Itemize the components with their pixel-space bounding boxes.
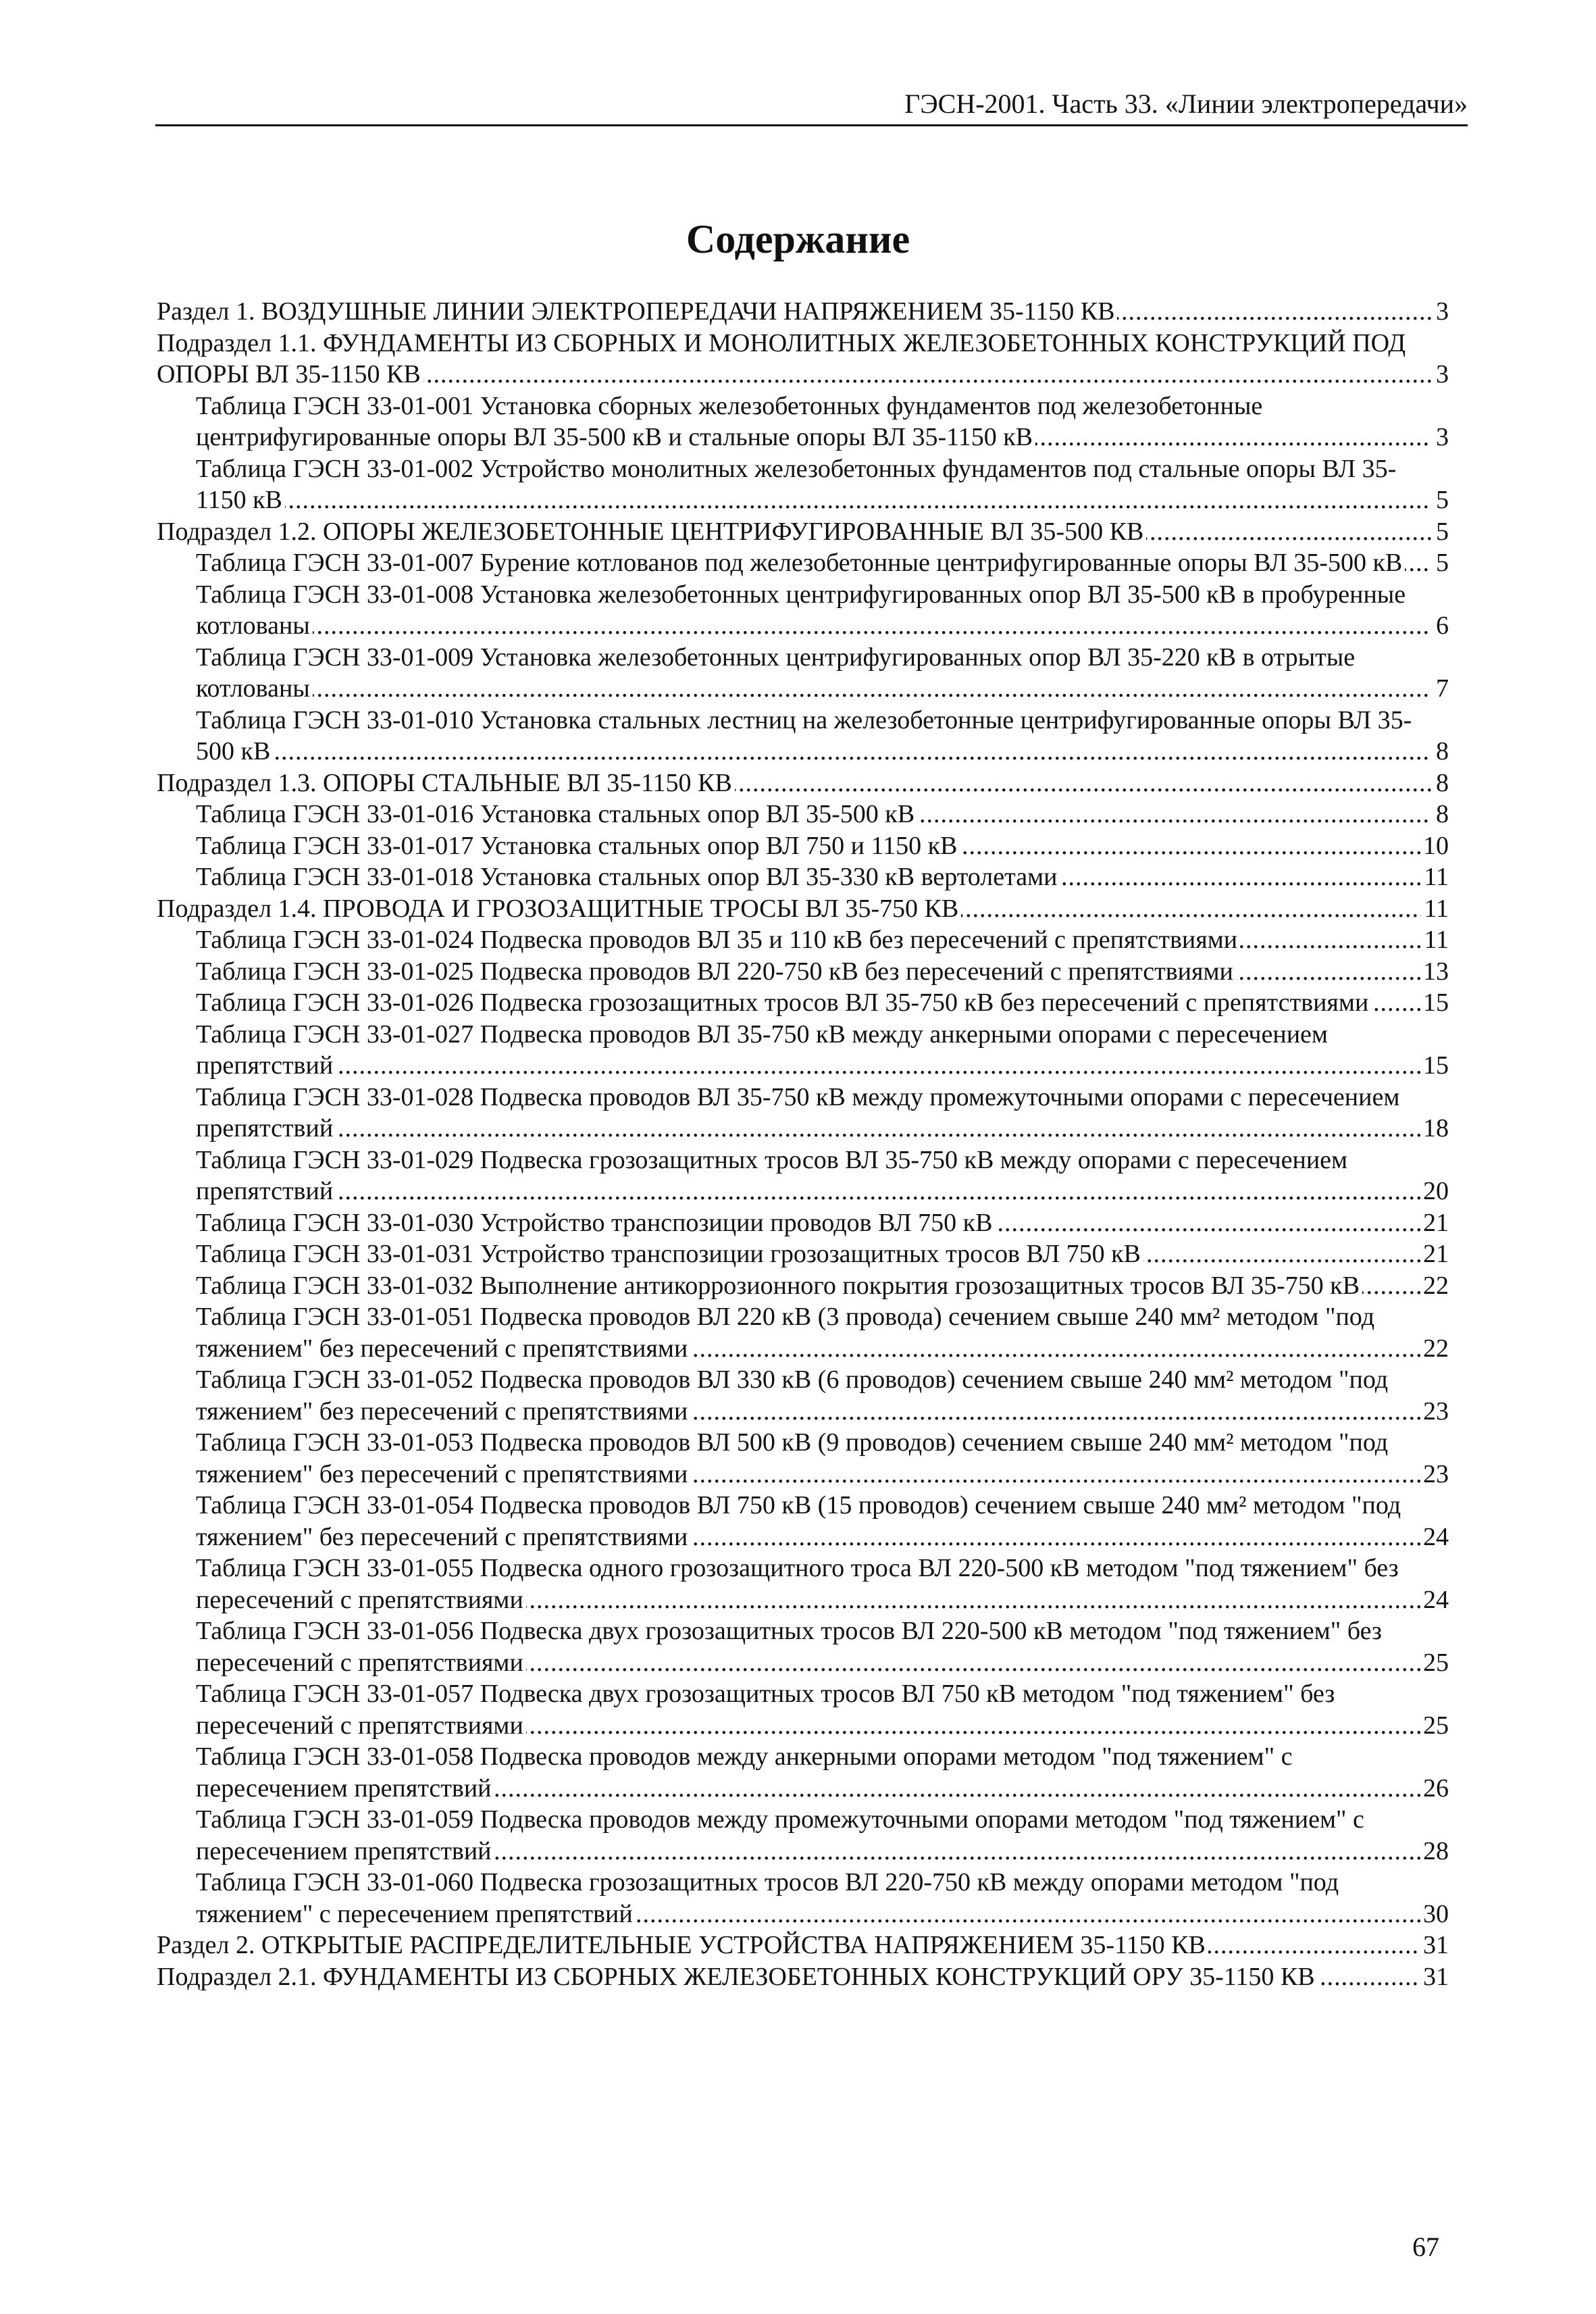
toc-entry-text: Таблица ГЭСН 33-01-016 Установка стальных опор ВЛ 35-500 кВ <box>196 800 917 828</box>
toc-entry-text: Таблица ГЭСН 33-01-030 Устройство транспозиции проводов ВЛ 750 кВ <box>196 1209 995 1237</box>
toc-entry-text: Таблица ГЭСН 33-01-054 Подвеска проводов ВЛ 750 кВ (15 проводов) сечением свыше 240 мм² методом "под тяжением" без пересечений с препятствиями <box>196 1491 1401 1551</box>
toc-entry[interactable] <box>157 987 1449 1019</box>
toc-entry[interactable] <box>157 328 1449 391</box>
toc-entry[interactable] <box>157 1427 1449 1490</box>
toc-entry-page: 5 <box>1436 549 1449 577</box>
toc-entry[interactable] <box>157 1207 1449 1239</box>
toc-entry-text: Таблица ГЭСН 33-01-025 Подвеска проводов ВЛ 220-750 кВ без пересечений с препятствиями <box>196 957 1236 986</box>
toc-entry-text: Подраздел 1.4. ПРОВОДА И ГРОЗОЗАЩИТНЫЕ ТРОСЫ ВЛ 35-750 КВ <box>157 895 961 923</box>
toc-entry[interactable] <box>157 1741 1449 1804</box>
page-title: Содержание <box>686 217 910 261</box>
toc-entry[interactable] <box>157 391 1449 453</box>
toc-entry-text: Таблица ГЭСН 33-01-007 Бурение котлованов под железобетонные центрифугированные опоры ВЛ 35-500 кВ <box>196 549 1405 577</box>
toc-entry-page: 21 <box>1423 1240 1449 1268</box>
toc-entry-text: Раздел 2. ОТКРЫТЫЕ РАСПРЕДЕЛИТЕЛЬНЫЕ УСТРОЙСТВА НАПРЯЖЕНИЕМ 35-1150 КВ <box>157 1931 1208 1959</box>
page-number: 67 <box>1412 2232 1439 2262</box>
toc-entry-page: 22 <box>1423 1271 1449 1300</box>
toc-entry-page: 11 <box>1424 863 1449 891</box>
toc-entry-page: 7 <box>1436 674 1449 703</box>
toc-entry[interactable] <box>157 1238 1449 1270</box>
toc-entry[interactable] <box>157 516 1449 548</box>
toc-entry[interactable] <box>157 579 1449 642</box>
toc-entry[interactable] <box>157 1019 1449 1082</box>
toc-entry[interactable] <box>157 893 1449 925</box>
toc-entry-page: 5 <box>1436 517 1449 546</box>
toc-entry-page: 20 <box>1423 1177 1449 1205</box>
toc-entry-text: Подраздел 2.1. ФУНДАМЕНТЫ ИЗ СБОРНЫХ ЖЕЛЕЗОБЕТОННЫХ КОНСТРУКЦИЙ ОРУ 35-1150 КВ <box>157 1963 1318 1991</box>
toc-entry-page: 18 <box>1423 1114 1449 1142</box>
toc-entry-text: Таблица ГЭСН 33-01-017 Установка стальных опор ВЛ 750 и 1150 кВ <box>196 832 960 860</box>
toc-entry-page: 3 <box>1436 297 1449 326</box>
toc-entry-page: 24 <box>1423 1522 1449 1551</box>
toc-entry-text: Таблица ГЭСН 33-01-032 Выполнение антикоррозионного покрытия грозозащитных тросов ВЛ 35-750 кВ <box>196 1272 1362 1300</box>
toc-entry[interactable] <box>157 453 1449 516</box>
toc-entry-text: Таблица ГЭСН 33-01-002 Устройство монолитных железобетонных фундаментов под стальные опоры ВЛ 35-1150 кВ <box>196 454 1397 514</box>
toc-entry[interactable] <box>157 642 1449 705</box>
toc-entry-page: 8 <box>1436 768 1449 797</box>
toc-entry-page: 25 <box>1423 1648 1449 1677</box>
toc-entry[interactable] <box>157 1553 1449 1615</box>
toc-entry-text: Таблица ГЭСН 33-01-057 Подвеска двух грозозащитных тросов ВЛ 750 кВ методом "под тяжением" без пересечений с препятствиями <box>196 1680 1335 1740</box>
toc-entry-text: Таблица ГЭСН 33-01-051 Подвеска проводов ВЛ 220 кВ (3 провода) сечением свыше 240 мм² методом "под тяжением" без пересечений с препятствиями <box>196 1303 1375 1363</box>
toc-entry-page: 8 <box>1436 737 1449 765</box>
toc-entry[interactable] <box>157 1615 1449 1678</box>
toc-entry-text: Таблица ГЭСН 33-01-029 Подвеска грозозащитных тросов ВЛ 35-750 кВ между опорами с пересечением препятствий <box>196 1145 1348 1205</box>
toc-entry-text: Таблица ГЭСН 33-01-009 Установка железобетонных центрифугированных опор ВЛ 35-220 кВ в отрытые котлованы <box>196 643 1356 703</box>
toc-entry-text: Таблица ГЭСН 33-01-055 Подвеска одного грозозащитного троса ВЛ 220-500 кВ методом "под тяжением" без пересечений с препятствиями <box>196 1554 1399 1614</box>
toc-entry-page: 30 <box>1423 1899 1449 1928</box>
toc-entry[interactable] <box>157 1270 1449 1302</box>
toc-entry-page: 13 <box>1423 957 1449 986</box>
toc-entry-page: 23 <box>1423 1459 1449 1488</box>
running-header: ГЭСН-2001. Часть 33. «Линии электропередачи» <box>155 88 1468 126</box>
toc-entry-text: Таблица ГЭСН 33-01-031 Устройство транспозиции грозозащитных тросов ВЛ 750 кВ <box>196 1240 1143 1268</box>
toc-entry[interactable] <box>157 1961 1449 1993</box>
toc-entry-text: Таблица ГЭСН 33-01-008 Установка железобетонных центрифугированных опор ВЛ 35-500 кВ в пробуренные котлованы <box>196 580 1406 640</box>
toc-entry-text: Таблица ГЭСН 33-01-056 Подвеска двух грозозащитных тросов ВЛ 220-500 кВ методом "под тяжением" без пересечений с препятствиями <box>196 1617 1382 1677</box>
toc-entry-page: 15 <box>1423 1051 1449 1080</box>
toc-entry-text: Раздел 1. ВОЗДУШНЫЕ ЛИНИИ ЭЛЕКТРОПЕРЕДАЧИ НАПРЯЖЕНИЕМ 35-1150 КВ <box>157 297 1117 326</box>
toc-entry[interactable] <box>157 1145 1449 1207</box>
toc-entry[interactable] <box>157 705 1449 768</box>
toc-entry[interactable] <box>157 1930 1449 1961</box>
toc-entry[interactable] <box>157 1867 1449 1930</box>
toc-entry[interactable] <box>157 924 1449 956</box>
toc-entry-page: 11 <box>1424 926 1449 954</box>
toc-entry-page: 3 <box>1436 423 1449 451</box>
toc-entry[interactable] <box>157 1301 1449 1364</box>
toc-entry-text: Таблица ГЭСН 33-01-028 Подвеска проводов ВЛ 35-750 кВ между промежуточными опорами с пересечением препятствий <box>196 1082 1400 1142</box>
toc-entry-text: Таблица ГЭСН 33-01-053 Подвеска проводов ВЛ 500 кВ (9 проводов) сечением свыше 240 мм² методом "под тяжением" без пересечений с препятствиями <box>196 1428 1389 1488</box>
toc-entry-text: Таблица ГЭСН 33-01-026 Подвеска грозозащитных тросов ВЛ 35-750 кВ без пересечений с препятствиями <box>196 988 1371 1017</box>
toc-entry-page: 11 <box>1424 894 1449 923</box>
toc-entry-page: 8 <box>1436 800 1449 828</box>
toc-entry-page: 28 <box>1423 1836 1449 1865</box>
toc-entry[interactable] <box>157 1082 1449 1145</box>
toc-entry-text: Таблица ГЭСН 33-01-052 Подвеска проводов ВЛ 330 кВ (6 проводов) сечением свыше 240 мм² методом "под тяжением" без пересечений с препятствиями <box>196 1365 1389 1426</box>
toc-entry-text: Подраздел 1.2. ОПОРЫ ЖЕЛЕЗОБЕТОННЫЕ ЦЕНТРИФУГИРОВАННЫЕ ВЛ 35-500 КВ <box>157 518 1146 546</box>
toc-entry-page: 10 <box>1423 831 1449 860</box>
toc-entry[interactable] <box>157 296 1449 328</box>
toc-entry-text: Таблица ГЭСН 33-01-058 Подвеска проводов между анкерными опорами методом "под тяжением" с пересечением препятствий <box>196 1742 1293 1803</box>
toc-entry[interactable] <box>157 1364 1449 1427</box>
toc-entry-text: Таблица ГЭСН 33-01-001 Установка сборных железобетонных фундаментов под железобетонные центрифугированные опоры ВЛ 35-500 кВ и стальные опоры ВЛ 35-1150 кВ <box>196 391 1263 451</box>
toc-entry-page: 31 <box>1423 1962 1449 1991</box>
toc-entry-page: 3 <box>1436 360 1449 388</box>
toc-entry-text: Таблица ГЭСН 33-01-027 Подвеска проводов ВЛ 35-750 кВ между анкерными опорами с пересечением препятствий <box>196 1020 1328 1080</box>
toc-entry-text: Таблица ГЭСН 33-01-059 Подвеска проводов между промежуточными опорами методом "под тяжением" с пересечением препятствий <box>196 1805 1364 1865</box>
toc-entry[interactable] <box>157 1804 1449 1867</box>
toc-entry-page: 5 <box>1436 486 1449 514</box>
toc-entry-page: 26 <box>1423 1774 1449 1803</box>
toc-entry[interactable] <box>157 830 1449 862</box>
toc-entry-page: 25 <box>1423 1711 1449 1740</box>
toc-entry-text: Таблица ГЭСН 33-01-018 Установка стальных опор ВЛ 35-330 кВ вертолетами <box>196 863 1060 891</box>
toc-entry-page: 23 <box>1423 1397 1449 1426</box>
toc-entry[interactable] <box>157 547 1449 579</box>
toc-entry[interactable] <box>157 799 1449 830</box>
toc-entry[interactable] <box>157 956 1449 988</box>
toc-entry[interactable] <box>157 1678 1449 1741</box>
toc-entry[interactable] <box>157 768 1449 799</box>
toc-entry[interactable] <box>157 861 1449 893</box>
toc-entry-text: Таблица ГЭСН 33-01-024 Подвеска проводов ВЛ 35 и 110 кВ без пересечений с препятствиями <box>196 926 1240 954</box>
toc-entry-text: Подраздел 1.1. ФУНДАМЕНТЫ ИЗ СБОРНЫХ И МОНОЛИТНЫХ ЖЕЛЕЗОБЕТОННЫХ КОНСТРУКЦИЙ ПОД ОПОРЫ ВЛ 35-1150 КВ <box>157 328 1406 388</box>
toc-entry-text: Подраздел 1.3. ОПОРЫ СТАЛЬНЫЕ ВЛ 35-1150 КВ <box>157 769 735 797</box>
toc-entry-text: Таблица ГЭСН 33-01-060 Подвеска грозозащитных тросов ВЛ 220-750 кВ между опорами методом "под тяжением" с пересечением препятствий <box>196 1868 1339 1928</box>
toc-entry-page: 6 <box>1436 611 1449 640</box>
toc-entry-page: 24 <box>1423 1585 1449 1614</box>
table-of-contents <box>157 296 1449 1992</box>
toc-entry-page: 31 <box>1423 1931 1449 1959</box>
toc-entry-page: 21 <box>1423 1208 1449 1237</box>
toc-entry-page: 15 <box>1423 988 1449 1017</box>
toc-entry[interactable] <box>157 1490 1449 1553</box>
toc-entry-text: Таблица ГЭСН 33-01-010 Установка стальных лестниц на железобетонные центрифугированные опоры ВЛ 35-500 кВ <box>196 705 1412 765</box>
toc-entry-page: 22 <box>1423 1334 1449 1363</box>
